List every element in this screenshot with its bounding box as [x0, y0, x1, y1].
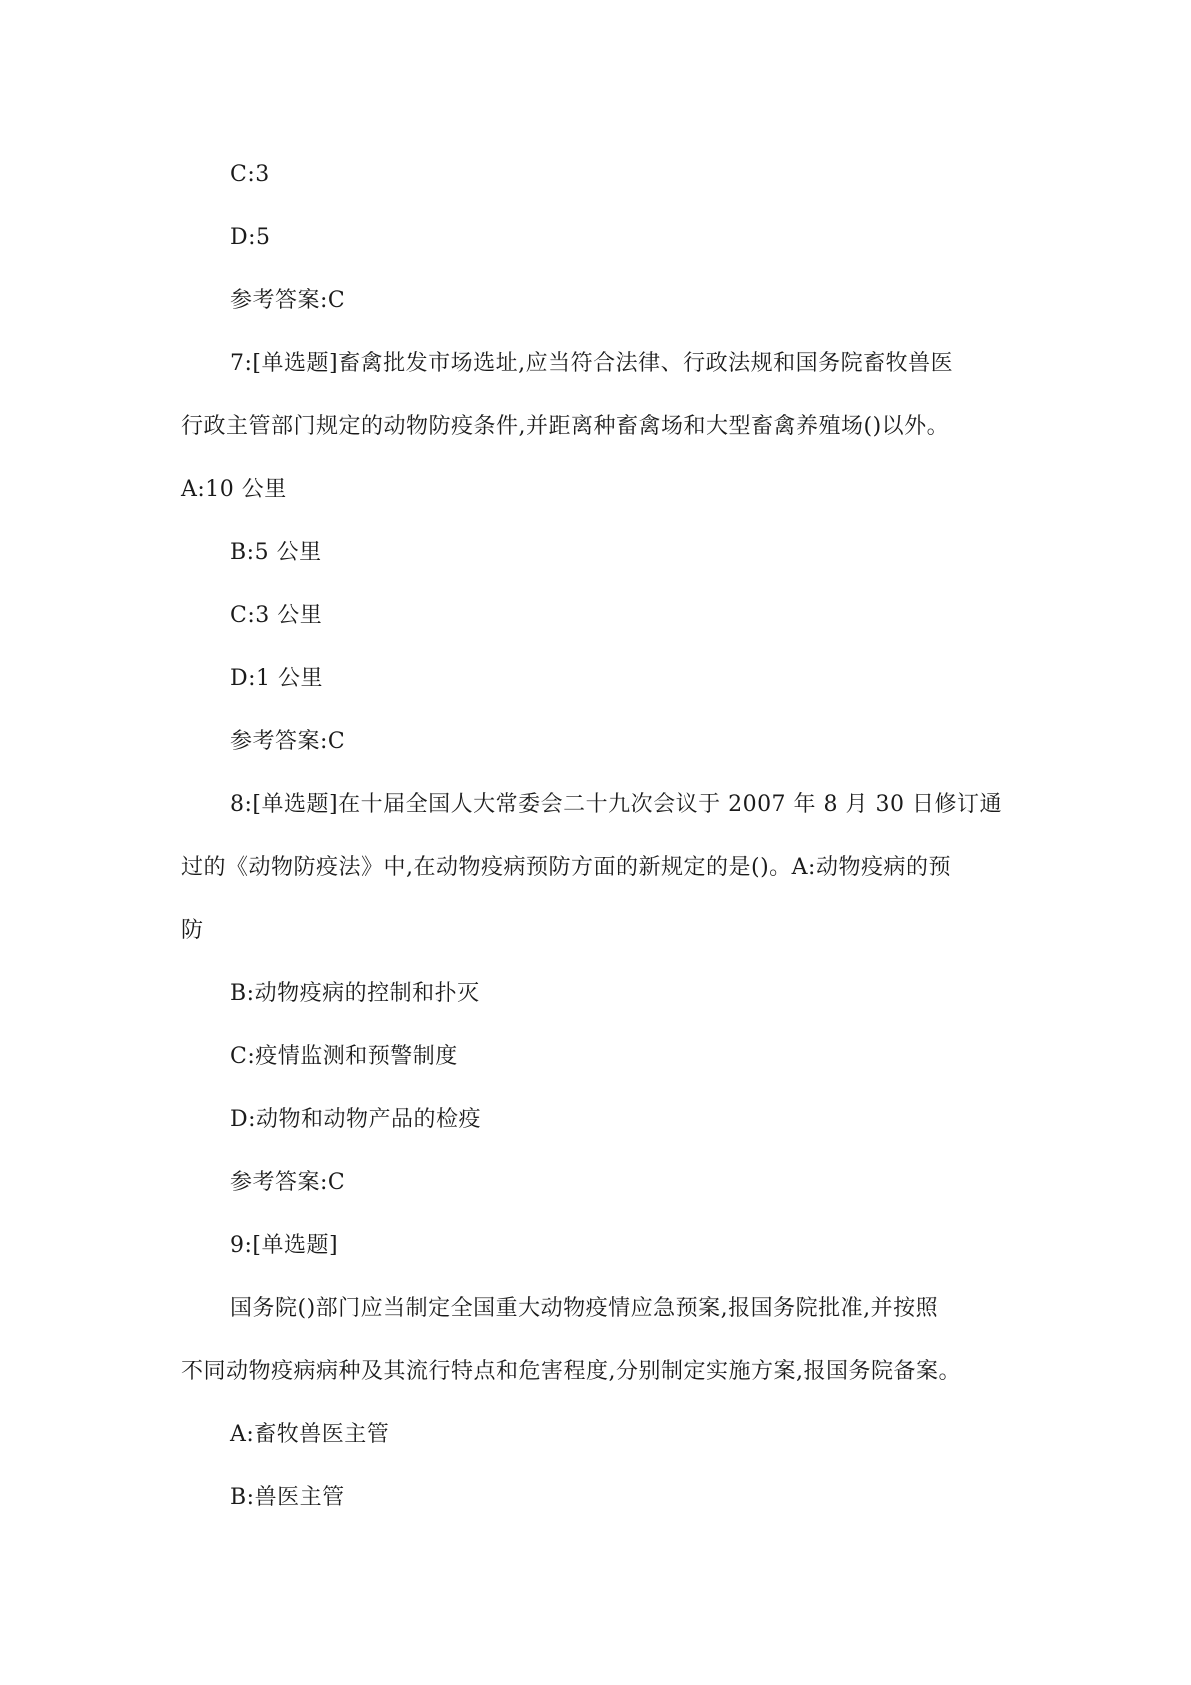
question-9-line-2: 不同动物疫病病种及其流行特点和危害程度,分别制定实施方案,报国务院备案。	[181, 1359, 961, 1384]
option-b-q8: B:动物疫病的控制和扑灭	[230, 981, 480, 1006]
option-a-q7: A:10 公里	[181, 477, 287, 502]
question-7-line-2: 行政主管部门规定的动物防疫条件,并距离种畜禽场和大型畜禽养殖场()以外。	[181, 414, 950, 439]
answer-q8: 参考答案:C	[230, 1170, 346, 1195]
answer-q7: 参考答案:C	[230, 729, 346, 754]
option-c-q7: C:3 公里	[230, 603, 323, 628]
question-8-line-1: 8:[单选题]在十届全国人大常委会二十九次会议于 2007 年 8 月 30 日修订通	[230, 792, 1003, 817]
option-c-q6: C:3	[230, 162, 270, 187]
option-c-q8: C:疫情监测和预警制度	[230, 1044, 458, 1069]
option-b-q9: B:兽医主管	[230, 1485, 345, 1510]
option-d-q6: D:5	[230, 225, 271, 250]
question-8-line-2: 过的《动物防疫法》中,在动物疫病预防方面的新规定的是()。A:动物疫病的预	[181, 855, 951, 880]
question-8-line-3: 防	[181, 918, 204, 943]
question-9-line-1: 国务院()部门应当制定全国重大动物疫情应急预案,报国务院批准,并按照	[230, 1296, 939, 1321]
question-9-header: 9:[单选题]	[230, 1233, 339, 1258]
answer-q6: 参考答案:C	[230, 288, 346, 313]
option-d-q7: D:1 公里	[230, 666, 324, 691]
question-7-line-1: 7:[单选题]畜禽批发市场选址,应当符合法律、行政法规和国务院畜牧兽医	[230, 351, 954, 376]
option-d-q8: D:动物和动物产品的检疫	[230, 1107, 482, 1132]
option-a-q9: A:畜牧兽医主管	[230, 1422, 390, 1447]
option-b-q7: B:5 公里	[230, 540, 322, 565]
